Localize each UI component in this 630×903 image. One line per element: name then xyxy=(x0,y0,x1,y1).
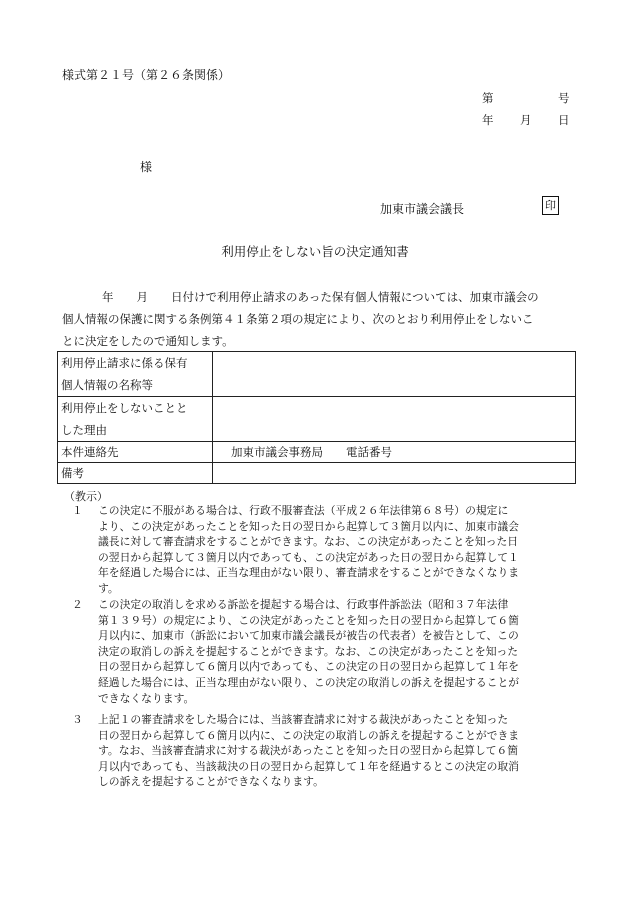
table-label-cell: 備考 xyxy=(58,463,213,484)
intro-line: 年 月 日付けで利用停止請求のあった保有個人情報については、加東市議会の xyxy=(102,290,539,304)
intro-line: とに決定をしたので通知します。 xyxy=(62,334,234,348)
document-number-suffix: 号 xyxy=(558,91,570,105)
item-number: １ xyxy=(72,504,83,517)
table-label-cell: 利用停止をしないことと した理由 xyxy=(58,397,213,442)
info-table xyxy=(57,351,576,484)
date-day-label: 日 xyxy=(558,113,570,127)
recipient-honorific: 様 xyxy=(140,160,153,174)
sender-name: 加東市議会議長 xyxy=(380,202,465,216)
item-number: ３ xyxy=(72,713,83,726)
table-value-cell: 加東市議会事務局 電話番号 xyxy=(213,442,576,463)
table-row xyxy=(58,442,576,463)
table-value-cell xyxy=(213,352,576,397)
teaching-heading: （教示） xyxy=(64,490,108,503)
item-text: この決定に不服がある場合は、行政不服審査法（平成２６年法律第６８号）の規定に より、この決定があったことを知った日の翌日から起算して３箇月以内に、加東市議会 議長に対して審査請求をすることができます。なお、この決定があったことを知った日 の翌日から起算して３箇月以内であっても、この決定があった日の翌日から起算して１ 年を経過した場合には、正当な理由がない限り、審査請求をすることができなくなりま す。 xyxy=(98,504,520,595)
table-row xyxy=(58,463,576,484)
document-number-label: 第 xyxy=(482,91,494,105)
item-text: 上記１の審査請求をした場合には、当該審査請求に対する裁決があったことを知った 日の翌日から起算して６箇月以内に、この決定の取消しの訴えを提起することができま す。なお、当該審査請求に対する裁決があったことを知った日の翌日から起算して６箇 月以内であっても、当該裁決の日の翌日から起算して１年を経過するとこの決定の取消 しの訴えを提起することができなくなります。 xyxy=(98,713,520,789)
table-value-cell xyxy=(213,463,576,484)
table-row xyxy=(58,397,576,442)
table-value-cell xyxy=(213,397,576,442)
document-title: 利用停止をしない旨の決定通知書 xyxy=(221,244,409,259)
intro-line: 個人情報の保護に関する条例第４１条第２項の規定により、次のとおり利用停止をしないこ xyxy=(62,312,534,326)
form-number: 様式第２１号（第２６条関係） xyxy=(62,68,231,82)
seal-stamp-box: 印 xyxy=(542,196,559,215)
table-label-cell: 本件連絡先 xyxy=(58,442,213,463)
item-number: ２ xyxy=(72,598,83,611)
table-row xyxy=(58,352,576,397)
date-year-label: 年 xyxy=(482,113,494,127)
intro-paragraph xyxy=(62,286,582,352)
table-label-cell: 利用停止請求に係る保有 個人情報の名称等 xyxy=(58,352,213,397)
item-text: この決定の取消しを求める訴訟を提起する場合は、行政事件訴訟法（昭和３７年法律 第１３９号）の規定により、この決定があったことを知った日の翌日から起算して６箇 月以内に、加東市（訴訟において加東市議会議長が被告の代表者）を被告として、この 決定の取消しの訴えを提起することができます。なお、この決定があったことを知った 日の翌日から起算して６箇月以内であっても、この決定の日の翌日から起算して１年を 経過した場合には、正当な理由がない限り、この決定の取消しの訴えを提起することが できなくなります。 xyxy=(98,598,520,705)
date-month-label: 月 xyxy=(520,113,532,127)
